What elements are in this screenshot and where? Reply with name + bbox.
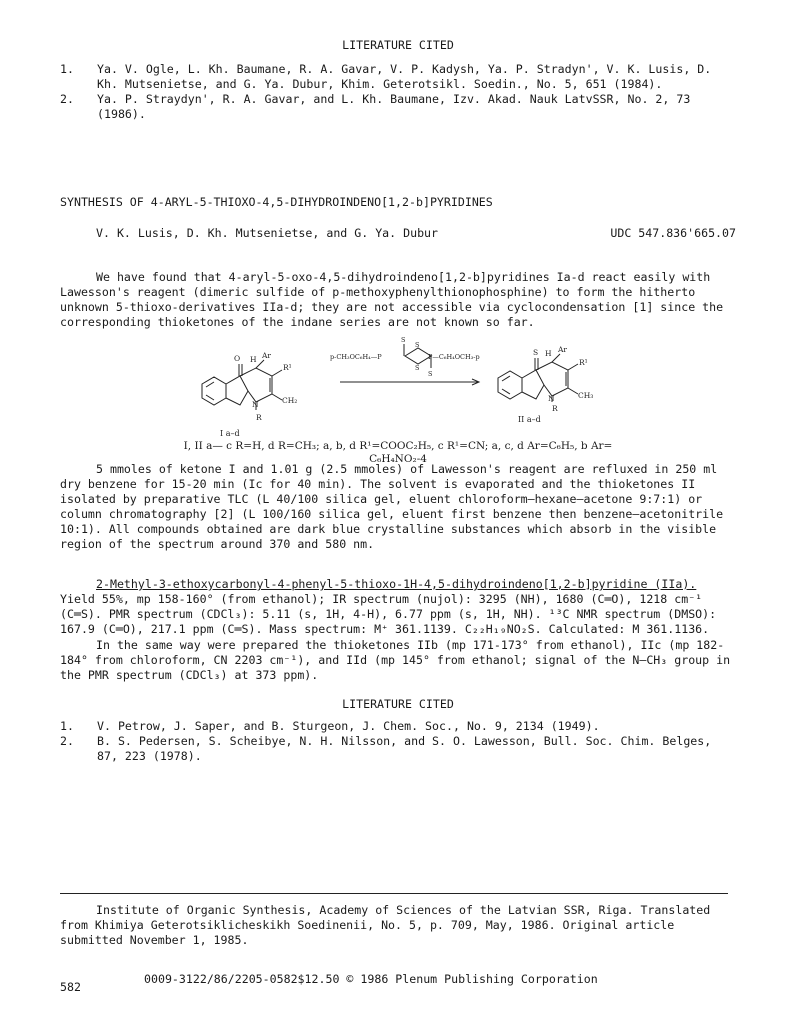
svg-text:CH₂: CH₂ bbox=[282, 396, 298, 405]
reference-text: Ya. V. Ogle, L. Kh. Baumane, R. A. Gavar, V. P. Kadysh, Ya. P. Stradyn', V. K. Lusis, D. Kh. Mutsenietse, and G. Ya. Dubur, Khim. Geterotsikl. Soedin., No. 5, 651 (1984). bbox=[97, 62, 712, 91]
svg-text:R¹: R¹ bbox=[283, 363, 292, 372]
compound-iia-paragraph bbox=[60, 577, 736, 637]
compound-iia-title: 2-Methyl-3-ethoxycarbonyl-4-phenyl-5-thioxo-1H-4,5-dihydroindeno[1,2-b]pyridine (IIa). bbox=[96, 577, 697, 591]
reference-item bbox=[60, 719, 736, 734]
reference-number: 1. bbox=[60, 62, 74, 76]
literature-heading-2: LITERATURE CITED bbox=[342, 697, 454, 711]
footnote-rule bbox=[60, 893, 728, 894]
svg-text:N: N bbox=[252, 400, 259, 409]
udc-code: UDC 547.836'665.07 bbox=[610, 226, 736, 240]
reference-item bbox=[60, 734, 736, 764]
svg-text:S: S bbox=[415, 364, 420, 372]
svg-text:S: S bbox=[428, 370, 433, 378]
reference-list-2 bbox=[60, 719, 736, 764]
svg-text:R: R bbox=[552, 404, 558, 413]
benzene-ring-left bbox=[202, 377, 226, 405]
footnote-text: Institute of Organic Synthesis, Academy of Sciences of the Latvian SSR, Riga. Translated from Khimiya Geterotsiklicheskikh Soedinenii, No. 5, p. 709, May, 1986. Original article submitted November 1, 1985. bbox=[60, 903, 711, 947]
scheme-caption-line2: C₆H₄NO₂-4 bbox=[369, 453, 427, 465]
procedure-paragraph: 5 mmoles of ketone I and 1.01 g (2.5 mmoles) of Lawesson's reagent are refluxed in 250 ml dry benzene for 15-20 min (Ic for 40 min). The solvent is evaporated and the thioketones II isolated by preparative TLC (L 40/100 silica gel, eluent chloroform—hexane—acetone 9:7:1) or column chromatography [2] (L 100/160 silica gel, eluent first benzene then benzene—acetonitrile 10:1). All compounds obtained are dark blue crystalline substances which absorb in the visible region of the spectrum around 370 and 580 nm. bbox=[60, 462, 724, 551]
reference-item bbox=[60, 92, 736, 122]
svg-text:H: H bbox=[250, 355, 257, 364]
svg-text:O: O bbox=[234, 354, 241, 363]
reference-text: Ya. P. Straydyn', R. A. Gavar, and L. Kh. Baumane, Izv. Akad. Nauk LatvSSR, No. 2, 73 (1986). bbox=[97, 92, 691, 121]
reference-number: 2. bbox=[60, 92, 74, 106]
page-number: 582 bbox=[60, 980, 81, 994]
literature-heading-1: LITERATURE CITED bbox=[342, 38, 454, 52]
reference-list-1 bbox=[60, 62, 736, 122]
scheme-label-left: I a–d bbox=[220, 429, 240, 438]
reagent-right-group: P—C₆H₄OCH₃-p bbox=[428, 353, 480, 361]
svg-text:N: N bbox=[548, 394, 555, 403]
analogues-paragraph: In the same way were prepared the thioketones IIb (mp 171-173° from ethanol), IIc (mp 182-184° from chloroform, CN 2203 cm⁻¹), and IId (mp 145° from ethanol; signal of the N—CH₃ group in the PMR spectrum (CDCl₃) at 373 ppm). bbox=[60, 638, 731, 682]
svg-text:S: S bbox=[415, 341, 420, 349]
svg-text:H: H bbox=[545, 349, 552, 358]
svg-text:Ar: Ar bbox=[262, 351, 272, 360]
reference-item bbox=[60, 62, 736, 92]
svg-text:R¹: R¹ bbox=[579, 358, 588, 367]
reaction-scheme-drawing bbox=[180, 336, 740, 440]
reagent-left-group: p-CH₃OC₆H₄—P bbox=[330, 353, 382, 361]
article-authors: V. K. Lusis, D. Kh. Mutsenietse, and G. Ya. Dubur bbox=[96, 226, 439, 240]
scheme-caption-line1: I, II a— c R=H, d R=CH₃; a, b, d R¹=COOC₂H₅, c R¹=CN; a, c, d Ar=C₆H₅, b Ar= bbox=[183, 440, 613, 452]
intro-paragraph: We have found that 4-aryl-5-oxo-4,5-dihydroindeno[1,2-b]pyridines Ia-d react easily with Lawesson's reagent (dimeric sulfide of p-methoxyphenylthionophosphine) to form the hitherto unknown 5-thioxo-derivatives IIa-d; they are not accessible via cyclocondensation [1] since the corresponding thioketones of the indane series are not known so far. bbox=[60, 270, 724, 329]
svg-text:CH₃: CH₃ bbox=[578, 391, 594, 400]
copyright-line: 0009-3122/86/2205-0582$12.50 © 1986 Plenum Publishing Corporation bbox=[144, 972, 598, 986]
article-title: SYNTHESIS OF 4-ARYL-5-THIOXO-4,5-DIHYDROINDENO[1,2-b]PYRIDINES bbox=[60, 195, 493, 209]
svg-text:R: R bbox=[256, 413, 262, 422]
reaction-scheme bbox=[180, 336, 740, 440]
svg-text:Ar: Ar bbox=[558, 345, 568, 354]
benzene-ring-right bbox=[498, 371, 522, 399]
reference-text: B. S. Pedersen, S. Scheibye, N. H. Nilsson, and S. O. Lawesson, Bull. Soc. Chim. Belges, 87, 223 (1978). bbox=[97, 734, 712, 763]
svg-text:S: S bbox=[401, 336, 406, 344]
scheme-label-right: II a–d bbox=[518, 415, 541, 424]
reference-number: 1. bbox=[60, 719, 74, 733]
svg-text:S: S bbox=[533, 348, 539, 357]
reference-number: 2. bbox=[60, 734, 74, 748]
compound-iia-data: Yield 55%, mp 158-160° (from ethanol); IR spectrum (nujol): 3295 (NH), 1680 (C═O), 1218 cm⁻¹ (C═S). PMR spectrum (CDCl₃): 5.11 (s, 1H, 4-H), 6.77 ppm (s, 1H, NH). ¹³C NMR spectrum (DMSO): 167.9 (C═O), 217.1 ppm (C═S). Mass spectrum: M⁺ 361.1139. C₂₂H₁₉NO₂S. Calculated: M 361.1136. bbox=[60, 592, 717, 636]
reference-text: V. Petrow, J. Saper, and B. Sturgeon, J. Chem. Soc., No. 9, 2134 (1949). bbox=[97, 719, 600, 733]
